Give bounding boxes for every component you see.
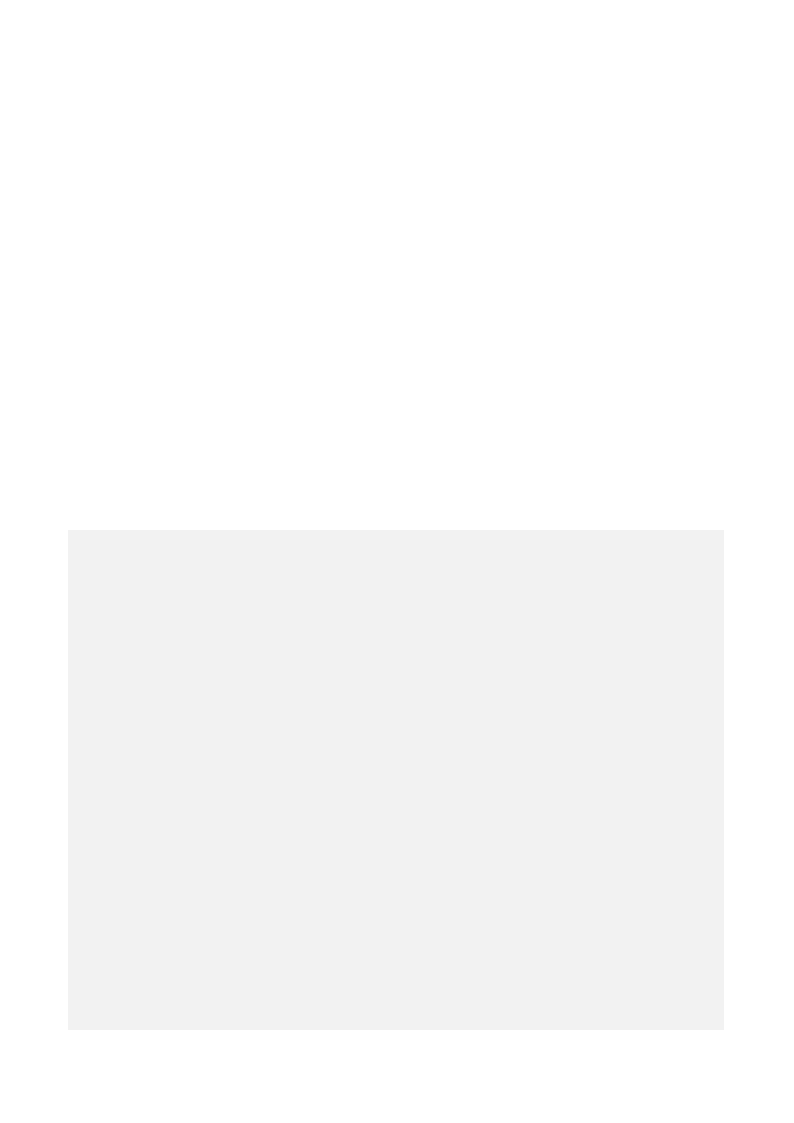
answer-section-background: [68, 530, 724, 1030]
